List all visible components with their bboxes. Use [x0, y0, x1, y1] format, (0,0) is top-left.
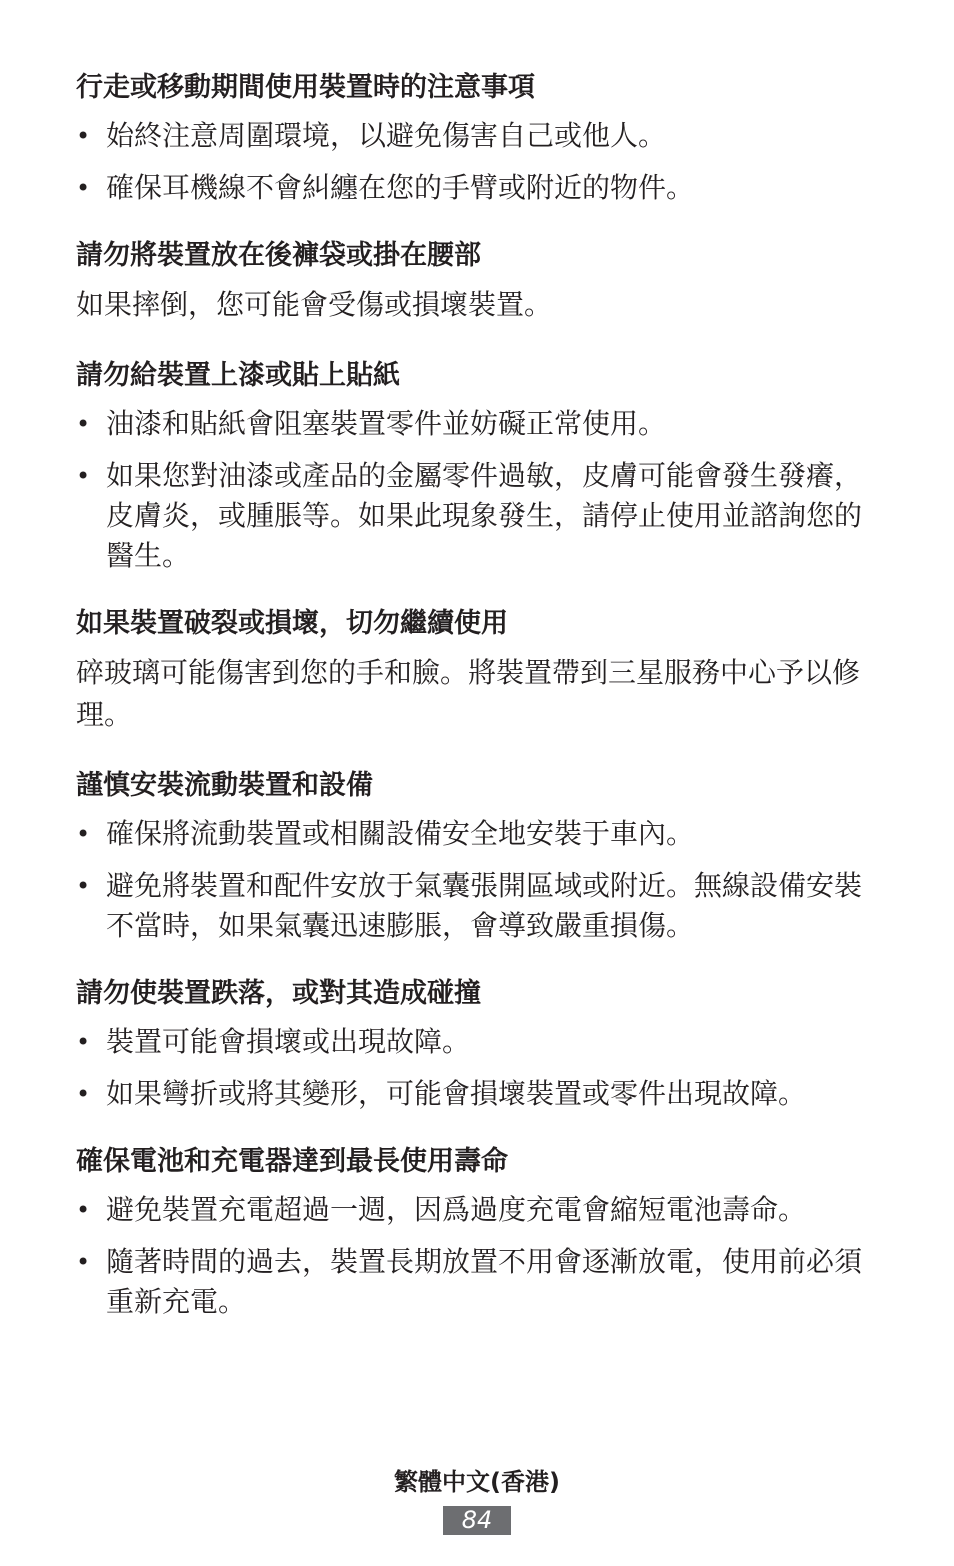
section-paint-stickers — [76, 356, 876, 576]
bullet-list — [76, 1022, 876, 1114]
bullet-icon: • — [76, 122, 91, 150]
section-heading: 確保電池和充電器達到最長使用壽命 — [76, 1146, 508, 1177]
list-item — [76, 456, 876, 576]
footer-language-label: 繁體中文(香港) — [394, 1468, 560, 1496]
section-heading: 如果裝置破裂或損壞，切勿繼續使用 — [76, 608, 508, 639]
list-item — [76, 1242, 876, 1322]
list-item-text: 避免裝置充電超過一週，因爲過度充電會縮短電池壽命。 — [106, 1193, 807, 1226]
list-item-text: 避免將裝置和配件安放于氣囊張開區域或附近。無線設備安裝不當時，如果氣囊迅速膨脹，會導致嚴重損傷。 — [106, 869, 863, 942]
bullet-list — [76, 1190, 876, 1322]
bullet-icon: • — [76, 410, 91, 438]
document-body — [76, 68, 876, 1350]
section-heading: 請勿將裝置放在後褲袋或掛在腰部 — [76, 240, 481, 271]
page-number-badge: 84 — [443, 1506, 511, 1535]
section-mobile-install — [76, 766, 876, 946]
bullet-icon: • — [76, 462, 91, 490]
section-walking-safety — [76, 68, 876, 208]
section-paragraph: 碎玻璃可能傷害到您的手和臉。將裝置帶到三星服務中心予以修理。 — [76, 656, 861, 731]
bullet-icon: • — [76, 174, 91, 202]
list-item — [76, 168, 876, 208]
bullet-icon: • — [76, 872, 91, 900]
list-item-text: 隨著時間的過去，裝置長期放置不用會逐漸放電，使用前必須重新充電。 — [106, 1245, 863, 1318]
list-item — [76, 404, 876, 444]
section-paragraph: 如果摔倒，您可能會受傷或損壞裝置。 — [76, 288, 553, 321]
list-item-text: 確保將流動裝置或相關設備安全地安裝于車內。 — [106, 817, 695, 850]
list-item-text: 如果您對油漆或產品的金屬零件過敏，皮膚可能會發生發癢，皮膚炎，或腫脹等。如果此現象發生，請停止使用並諮詢您的醫生。 — [106, 459, 863, 572]
bullet-icon: • — [76, 1028, 91, 1056]
section-heading: 請勿給裝置上漆或貼上貼紙 — [76, 360, 400, 391]
section-heading: 謹慎安裝流動裝置和設備 — [76, 770, 373, 801]
bullet-icon: • — [76, 1080, 91, 1108]
list-item-text: 確保耳機線不會糾纏在您的手臂或附近的物件。 — [106, 171, 695, 204]
bullet-icon: • — [76, 820, 91, 848]
list-item-text: 始終注意周圍環境，以避免傷害自己或他人。 — [106, 119, 667, 152]
list-item — [76, 866, 876, 946]
section-heading: 行走或移動期間使用裝置時的注意事項 — [76, 72, 535, 103]
list-item — [76, 1190, 876, 1230]
list-item-text: 如果彎折或將其變形，可能會損壞裝置或零件出現故障。 — [106, 1077, 807, 1110]
section-battery-life — [76, 1142, 876, 1322]
list-item — [76, 116, 876, 156]
list-item-text: 油漆和貼紙會阻塞裝置零件並妨礙正常使用。 — [106, 407, 667, 440]
list-item — [76, 1022, 876, 1062]
list-item-text: 裝置可能會損壞或出現故障。 — [106, 1025, 471, 1058]
list-item — [76, 1074, 876, 1114]
section-heading: 請勿使裝置跌落，或對其造成碰撞 — [76, 978, 481, 1009]
bullet-list — [76, 814, 876, 946]
bullet-list — [76, 404, 876, 576]
section-cracked-device — [76, 604, 876, 736]
bullet-icon: • — [76, 1196, 91, 1224]
bullet-list — [76, 116, 876, 208]
section-drop-impact — [76, 974, 876, 1114]
bullet-icon: • — [76, 1248, 91, 1276]
section-back-pocket — [76, 236, 876, 326]
list-item — [76, 814, 876, 854]
